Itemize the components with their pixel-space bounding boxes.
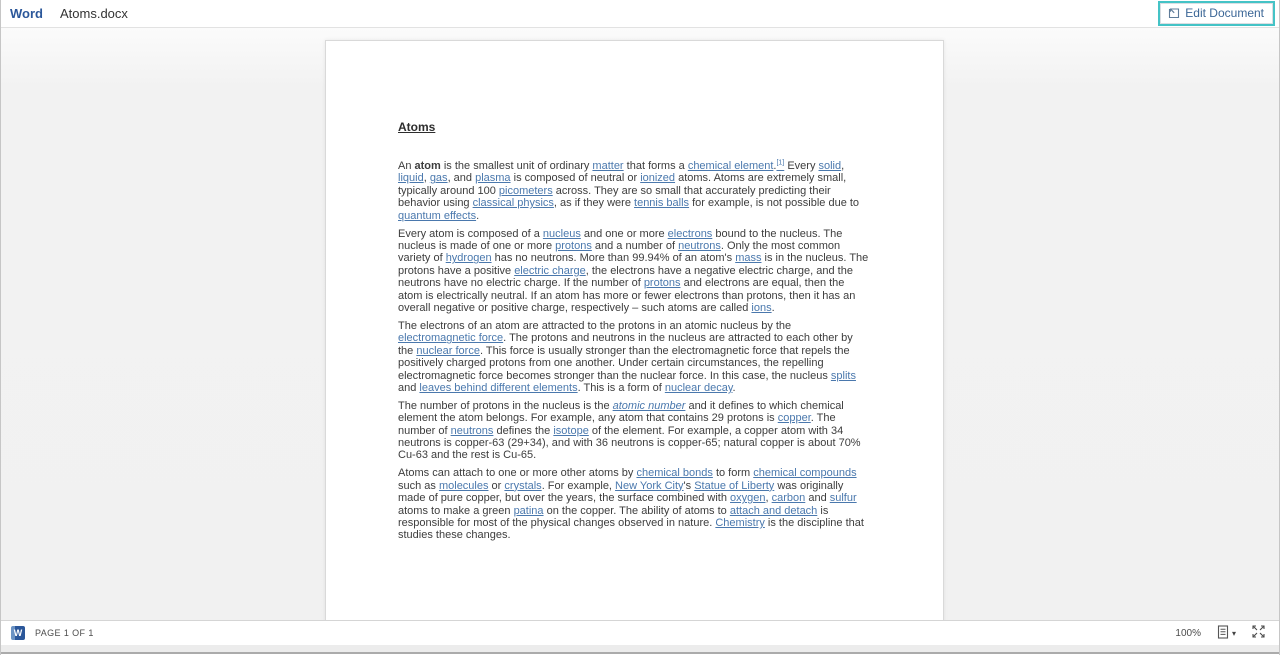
document-link[interactable]: neutrons (678, 239, 721, 252)
document-link[interactable]: mass (735, 252, 762, 265)
document-link[interactable]: chemical bonds (636, 467, 713, 480)
document-link[interactable]: protons (555, 239, 592, 252)
document-link[interactable]: protons (643, 277, 681, 290)
document-link[interactable]: electric charge (514, 264, 586, 277)
document-link[interactable]: hydrogen (445, 252, 492, 265)
title-bar (1, 0, 1279, 28)
caret-down-icon: ▾ (1231, 628, 1236, 638)
file-name: Atoms.docx (59, 6, 128, 21)
document-link[interactable]: ionized (640, 172, 676, 185)
document-link[interactable]: neutrons (450, 424, 494, 437)
paragraph: The number of protons in the nucleus is the atomic number and it defines to which chemical element the atom belongs. For example, any atom that contains 29 protons is copper. The number of neutrons defines the isotope of the element. For example, a copper atom with 34 neutrons is copper-63 (29+34), and with 36 neutrons is copper-65; natural copper is about 70% Cu-63 and the rest is Cu-65. (398, 399, 861, 462)
app-name[interactable]: Word (10, 6, 43, 21)
document-body (398, 160, 870, 542)
paragraph: The electrons of an atom are attracted to the protons in an atomic nucleus by the electromagnetic force. The protons and neutrons in the nucleus are attracted to each other by the nuclear force. This force is usually stronger than the electromagnetic force that repels the positively charged protons from one another. Under certain circumstances, the repelling electromagnetic force becomes stronger than the nuclear force. In this case, the nucleus splits and leaves behind different elements. This is a form of nuclear decay. (398, 319, 856, 394)
document-link[interactable]: patina (513, 504, 544, 517)
document-heading: Atoms (398, 120, 436, 134)
document-link[interactable]: electromagnetic force (398, 332, 504, 345)
document-link[interactable]: oxygen (730, 492, 766, 505)
document-link[interactable]: [1] (776, 159, 785, 167)
document-link[interactable]: picometers (498, 184, 553, 197)
document-link[interactable]: copper (777, 412, 811, 425)
document-link[interactable]: matter (592, 160, 624, 172)
document-link[interactable]: molecules (438, 479, 489, 492)
document-link[interactable]: leaves behind different elements (419, 381, 578, 394)
document-link[interactable]: electrons (667, 227, 713, 240)
status-bar-left (11, 626, 94, 640)
reading-view[interactable] (1, 28, 1279, 620)
document-link[interactable]: nuclear decay (664, 381, 733, 394)
document-link[interactable]: sulfur (829, 492, 857, 505)
document-page (325, 40, 944, 620)
zoom-level[interactable]: 100% (1175, 627, 1201, 639)
paragraph: Atoms can attach to one or more other atoms by chemical bonds to form chemical compounds such as molecules or crystals. For example, New York City's Statue of Liberty was originally made of pure copper, but over the years, the surface combined with oxygen, carbon and sulfur atoms to make a green patina on the copper. The ability of atoms to attach and detach is responsible for most of the physical changes observed in nature. Chemistry is the discipline that studies these changes. (398, 467, 864, 542)
document-link[interactable]: New York City (615, 479, 684, 492)
document-link[interactable]: attach and detach (729, 504, 818, 517)
document-link[interactable]: Statue of Liberty (694, 479, 775, 492)
document-link[interactable]: classical physics (472, 197, 554, 210)
document-link[interactable]: nuclear force (416, 344, 480, 357)
expand-icon (1252, 625, 1265, 641)
status-bar-right (1175, 625, 1265, 642)
status-bar (1, 620, 1279, 645)
page-view-icon (1217, 625, 1229, 642)
paragraph: Every atom is composed of a nucleus and one or more electrons bound to the nucleus. The nucleus is made of one or more protons and a number of neutrons. Only the most common variety of hydrogen has no neutrons. More than 99.94% of an atom's mass is in the nucleus. The protons have a positive electric charge, the electrons have a negative electric charge, and the neutrons have no electric charge. If the number of protons and electrons are equal, then the atom is electrically neutral. If an atom has more or fewer electrons than protons, then it has an overall negative or positive charge, respectively – such atoms are called ions. (398, 227, 869, 314)
document-link[interactable]: ions (751, 301, 772, 314)
window-bottom-edge (1, 645, 1279, 654)
document-link[interactable]: liquid (398, 172, 424, 185)
page-content (326, 41, 943, 542)
page-view-button[interactable] (1217, 625, 1236, 642)
document-link[interactable]: splits (830, 369, 856, 382)
edit-document-icon (1168, 7, 1180, 19)
edit-document-button[interactable] (1160, 3, 1273, 24)
document-link[interactable]: nucleus (542, 227, 581, 240)
document-link[interactable]: Chemistry (715, 516, 765, 529)
edit-document-label: Edit Document (1185, 6, 1264, 20)
document-link[interactable]: carbon (771, 492, 806, 505)
document-link[interactable]: chemical element (687, 160, 774, 172)
document-link[interactable]: isotope (553, 424, 589, 437)
document-link[interactable]: gas (429, 172, 448, 185)
document-link[interactable]: solid (818, 160, 842, 172)
paragraph: An atom is the smallest unit of ordinary matter that forms a chemical element.[1] Every solid, liquid, gas, and plasma is composed of neutral or ionized atoms. Atoms are extremely small, typically around 100 picometers across. They are so small that accurately predicting their behavior using classical physics, as if they were tennis balls for example, is not possible due to quantum effects. (398, 159, 860, 222)
page-indicator: PAGE 1 OF 1 (35, 628, 94, 638)
document-link[interactable]: tennis balls (634, 197, 690, 210)
document-link[interactable]: quantum effects (398, 209, 477, 222)
document-link[interactable]: crystals (504, 479, 542, 492)
document-link[interactable]: plasma (475, 172, 511, 185)
word-app-icon: W (11, 626, 25, 640)
fullscreen-button[interactable] (1252, 625, 1265, 641)
edit-document-highlight (1158, 1, 1275, 26)
document-link[interactable]: chemical compounds (753, 467, 857, 480)
document-link[interactable]: atomic number (612, 399, 686, 412)
